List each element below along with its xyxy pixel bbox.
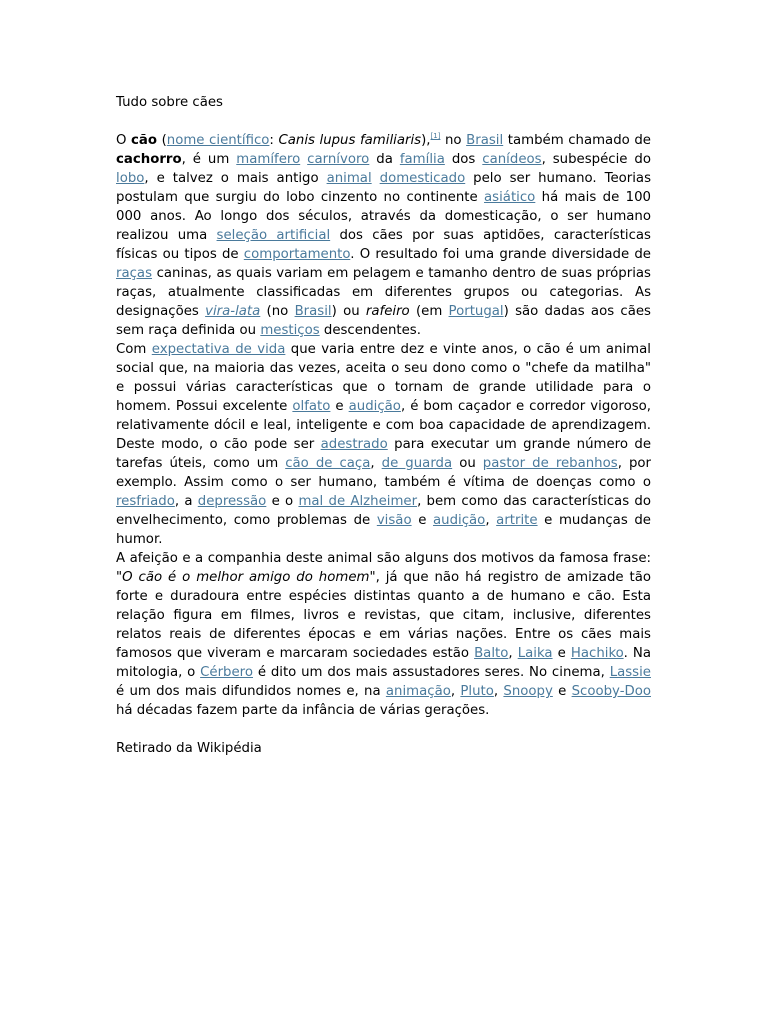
link-cao-de-caca[interactable]: cão de caça <box>285 456 371 471</box>
link-de-guarda[interactable]: de guarda <box>381 456 453 471</box>
blank-line <box>116 112 651 131</box>
link-pastor-de-rebanhos[interactable]: pastor de rebanhos <box>482 456 618 471</box>
link-expectativa-de-vida[interactable]: expectativa de vida <box>151 342 286 357</box>
link-mamifero[interactable]: mamífero <box>236 152 301 167</box>
term-rafeiro: rafeiro <box>365 304 410 319</box>
link-brasil[interactable]: Brasil <box>466 133 504 148</box>
link-cerbero[interactable]: Cérbero <box>200 665 253 680</box>
link-mal-de-alzheimer[interactable]: mal de Alzheimer <box>298 494 418 509</box>
link-resfriado[interactable]: resfriado <box>116 494 175 509</box>
document-body <box>116 93 651 758</box>
link-portugal[interactable]: Portugal <box>448 304 504 319</box>
link-balto[interactable]: Balto <box>474 646 509 661</box>
link-selecao-artificial[interactable]: seleção artificial <box>216 228 331 243</box>
link-nome-cientifico[interactable]: nome científico <box>166 133 270 148</box>
link-artrite[interactable]: artrite <box>496 513 538 528</box>
link-comportamento[interactable]: comportamento <box>243 247 351 262</box>
link-visao[interactable]: visão <box>376 513 412 528</box>
scientific-name: Canis lupus familiaris <box>278 133 422 148</box>
link-familia[interactable]: família <box>399 152 445 167</box>
source-attribution: Retirado da Wikipédia <box>116 741 262 756</box>
document-title: Tudo sobre cães <box>116 95 223 110</box>
link-domesticado[interactable]: domesticado <box>379 171 466 186</box>
link-carnivoro[interactable]: carnívoro <box>307 152 370 167</box>
link-olfato[interactable]: olfato <box>292 399 331 414</box>
link-lobo[interactable]: lobo <box>116 171 145 186</box>
link-canideos[interactable]: canídeos <box>482 152 542 167</box>
link-racas[interactable]: raças <box>116 266 153 281</box>
link-mesticos[interactable]: mestiços <box>260 323 320 338</box>
link-vira-lata[interactable]: vira-lata <box>205 304 261 319</box>
link-animal[interactable]: animal <box>326 171 372 186</box>
famous-quote: O cão é o melhor amigo do homem <box>122 570 370 585</box>
term-cao: cão <box>131 133 158 148</box>
paragraph-characteristics: Com expectativa de vida que varia entre dez e vinte anos, o cão é um animal social que, na maioria das vezes, aceita o seu dono como o "chefe da matilha" e possui várias características que o tornam de grande utilidade para o homem. Possui excelente olfato e audição, é bom caçador e corredor vigoroso, relativamente dócil e leal, inteligente e com boa capacidade de aprendizagem. Deste modo, o cão pode ser adestrado para executar um grande número de tarefas úteis, como um cão de caça, de guarda ou pastor de rebanhos, por exemplo. Assim como o ser humano, também é vítima de doenças como o resfriado, a depressão e o mal de Alzheimer, bem como das características do envelhecimento, como problemas de visão e audição, artrite e mudanças de humor. <box>116 342 652 547</box>
link-scooby-doo[interactable]: Scooby-Doo <box>571 684 651 699</box>
paragraph-culture: A afeição e a companhia deste animal são alguns dos motivos da famosa frase: "O cão é o melhor amigo do homem", já que não há registro de amizade tão forte e duradoura entre espécies distintas quanto a de humano e cão. Esta relação figura em filmes, livros e revistas, que citam, inclusive, diferentes relatos reais de diferentes épocas e em várias nações. Entre os cães mais famosos que viveram e marcaram sociedades estão Balto, Laika e Hachiko. Na mitologia, o Cérbero é dito um dos mais assustadores seres. No cinema, Lassie é um dos mais difundidos nomes e, na animação, Pluto, Snoopy e Scooby-Doo há décadas fazem parte da infância de várias gerações. <box>116 551 651 718</box>
link-hachiko[interactable]: Hachiko <box>570 646 624 661</box>
link-lassie[interactable]: Lassie <box>609 665 651 680</box>
link-snoopy[interactable]: Snoopy <box>503 684 553 699</box>
link-audicao-2[interactable]: audição <box>433 513 486 528</box>
link-animacao[interactable]: animação <box>385 684 451 699</box>
link-asiatico[interactable]: asiático <box>484 190 536 205</box>
link-depressao[interactable]: depressão <box>197 494 267 509</box>
link-pluto[interactable]: Pluto <box>460 684 494 699</box>
link-audicao[interactable]: audição <box>348 399 401 414</box>
blank-line <box>116 720 651 739</box>
term-cachorro: cachorro <box>116 152 182 167</box>
footnote-ref-1[interactable]: [1] <box>430 132 441 140</box>
link-adestrado[interactable]: adestrado <box>320 437 388 452</box>
link-laika[interactable]: Laika <box>517 646 553 661</box>
paragraph-intro: O cão (nome científico: Canis lupus familiaris),[1] no Brasil também chamado de cachorro, é um mamífero carnívoro da família dos canídeos, subespécie do lobo, e talvez o mais antigo animal domesticado pelo ser humano. Teorias postulam que surgiu do lobo cinzento no continente asiático há mais de 100 000 anos. Ao longo dos séculos, através da domesticação, o ser humano realizou uma seleção artificial dos cães por suas aptidões, características físicas ou tipos de comportamento. O resultado foi uma grande diversidade de raças caninas, as quais variam em pelagem e tamanho dentro de suas próprias raças, atualmente classificadas em diferentes grupos ou categorias. As designações vira-lata (no Brasil) ou rafeiro (em Portugal) são dadas aos cães sem raça definida ou mestiços descendentes. <box>116 132 652 338</box>
link-brasil-2[interactable]: Brasil <box>294 304 332 319</box>
